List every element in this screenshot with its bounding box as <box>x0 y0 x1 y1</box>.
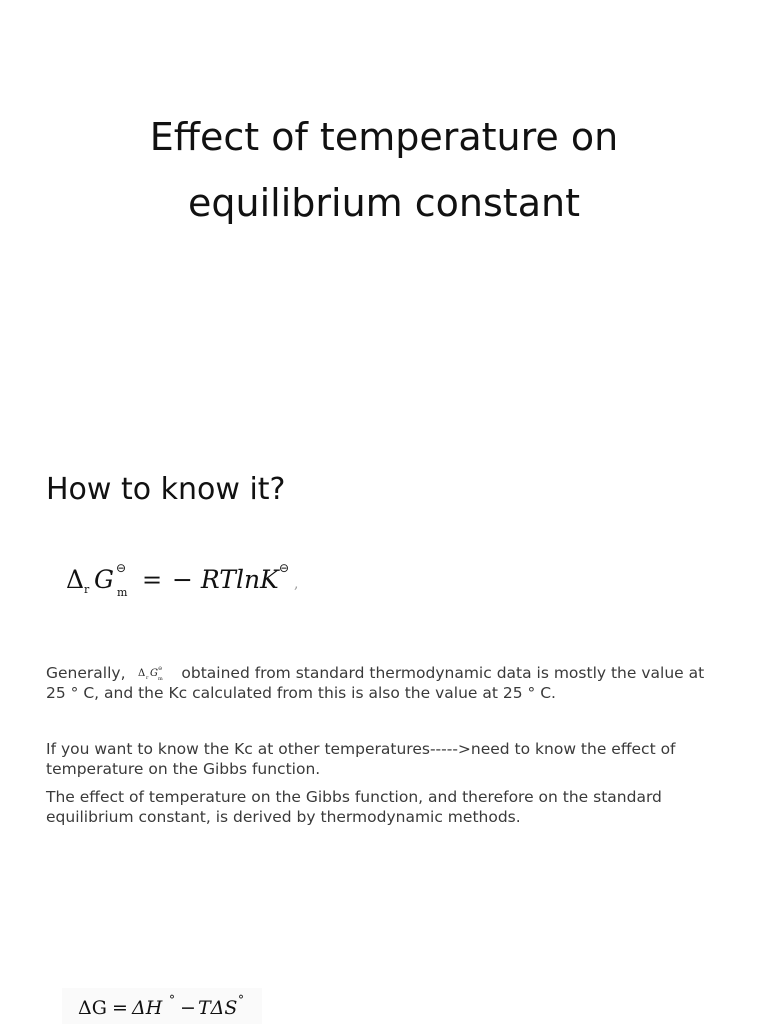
formula-rhs: − RTlnK <box>172 565 279 594</box>
inline-sub-r: r <box>146 675 149 681</box>
paragraph-other-temperatures: If you want to know the Kc at other temperatures----->need to know the effect of temperature on the Gibbs function. <box>46 740 676 778</box>
formula-sub-r: r <box>84 583 90 596</box>
gibbs-deg-1: ° <box>169 993 175 1007</box>
gibbs-enthalpy-entropy-formula <box>62 988 262 1024</box>
title-line-1: Effect of temperature on <box>149 115 619 159</box>
inline-g: G <box>150 668 159 679</box>
slide-title <box>0 104 768 236</box>
formula-g: G <box>94 565 114 594</box>
gibbs-deg-2: ° <box>238 993 244 1007</box>
paragraph-generally <box>46 663 726 703</box>
formula-sub-m: m <box>117 586 128 599</box>
formula-sup-standard: ⊖ <box>116 561 127 575</box>
inline-sub-m: m <box>158 676 164 682</box>
gibbs-equilibrium-formula <box>58 548 308 600</box>
formula-delta: Δ <box>66 565 85 594</box>
inline-gibbs-symbol <box>136 663 182 683</box>
paragraph-generally-lead: Generally, <box>46 664 126 682</box>
paragraph-thermodynamic-methods: The effect of temperature on the Gibbs function, and therefore on the standard equilibrium constant, is derived by thermodynamic methods. <box>46 788 662 826</box>
inline-sup: ⊖ <box>158 666 163 672</box>
formula-equals: = <box>142 566 163 594</box>
paragraph-generally-rest: obtained from standard thermodynamic data is mostly the value at 25 ° C, and the Kc calculated from this is also the value at 25 ° C. <box>46 664 705 702</box>
title-line-2: equilibrium constant <box>188 181 580 225</box>
formula-rhs-sup: ⊖ <box>279 561 290 575</box>
section-heading: How to know it? <box>46 472 286 507</box>
gibbs-entropy-term: TΔS <box>198 997 238 1019</box>
gibbs-lhs: ΔG <box>78 997 107 1019</box>
gibbs-equals: = <box>112 997 128 1019</box>
gibbs-enthalpy: ΔH <box>132 997 163 1019</box>
inline-delta: Δ <box>138 668 146 679</box>
formula-trail: , <box>294 576 299 592</box>
gibbs-minus: − <box>180 997 196 1019</box>
